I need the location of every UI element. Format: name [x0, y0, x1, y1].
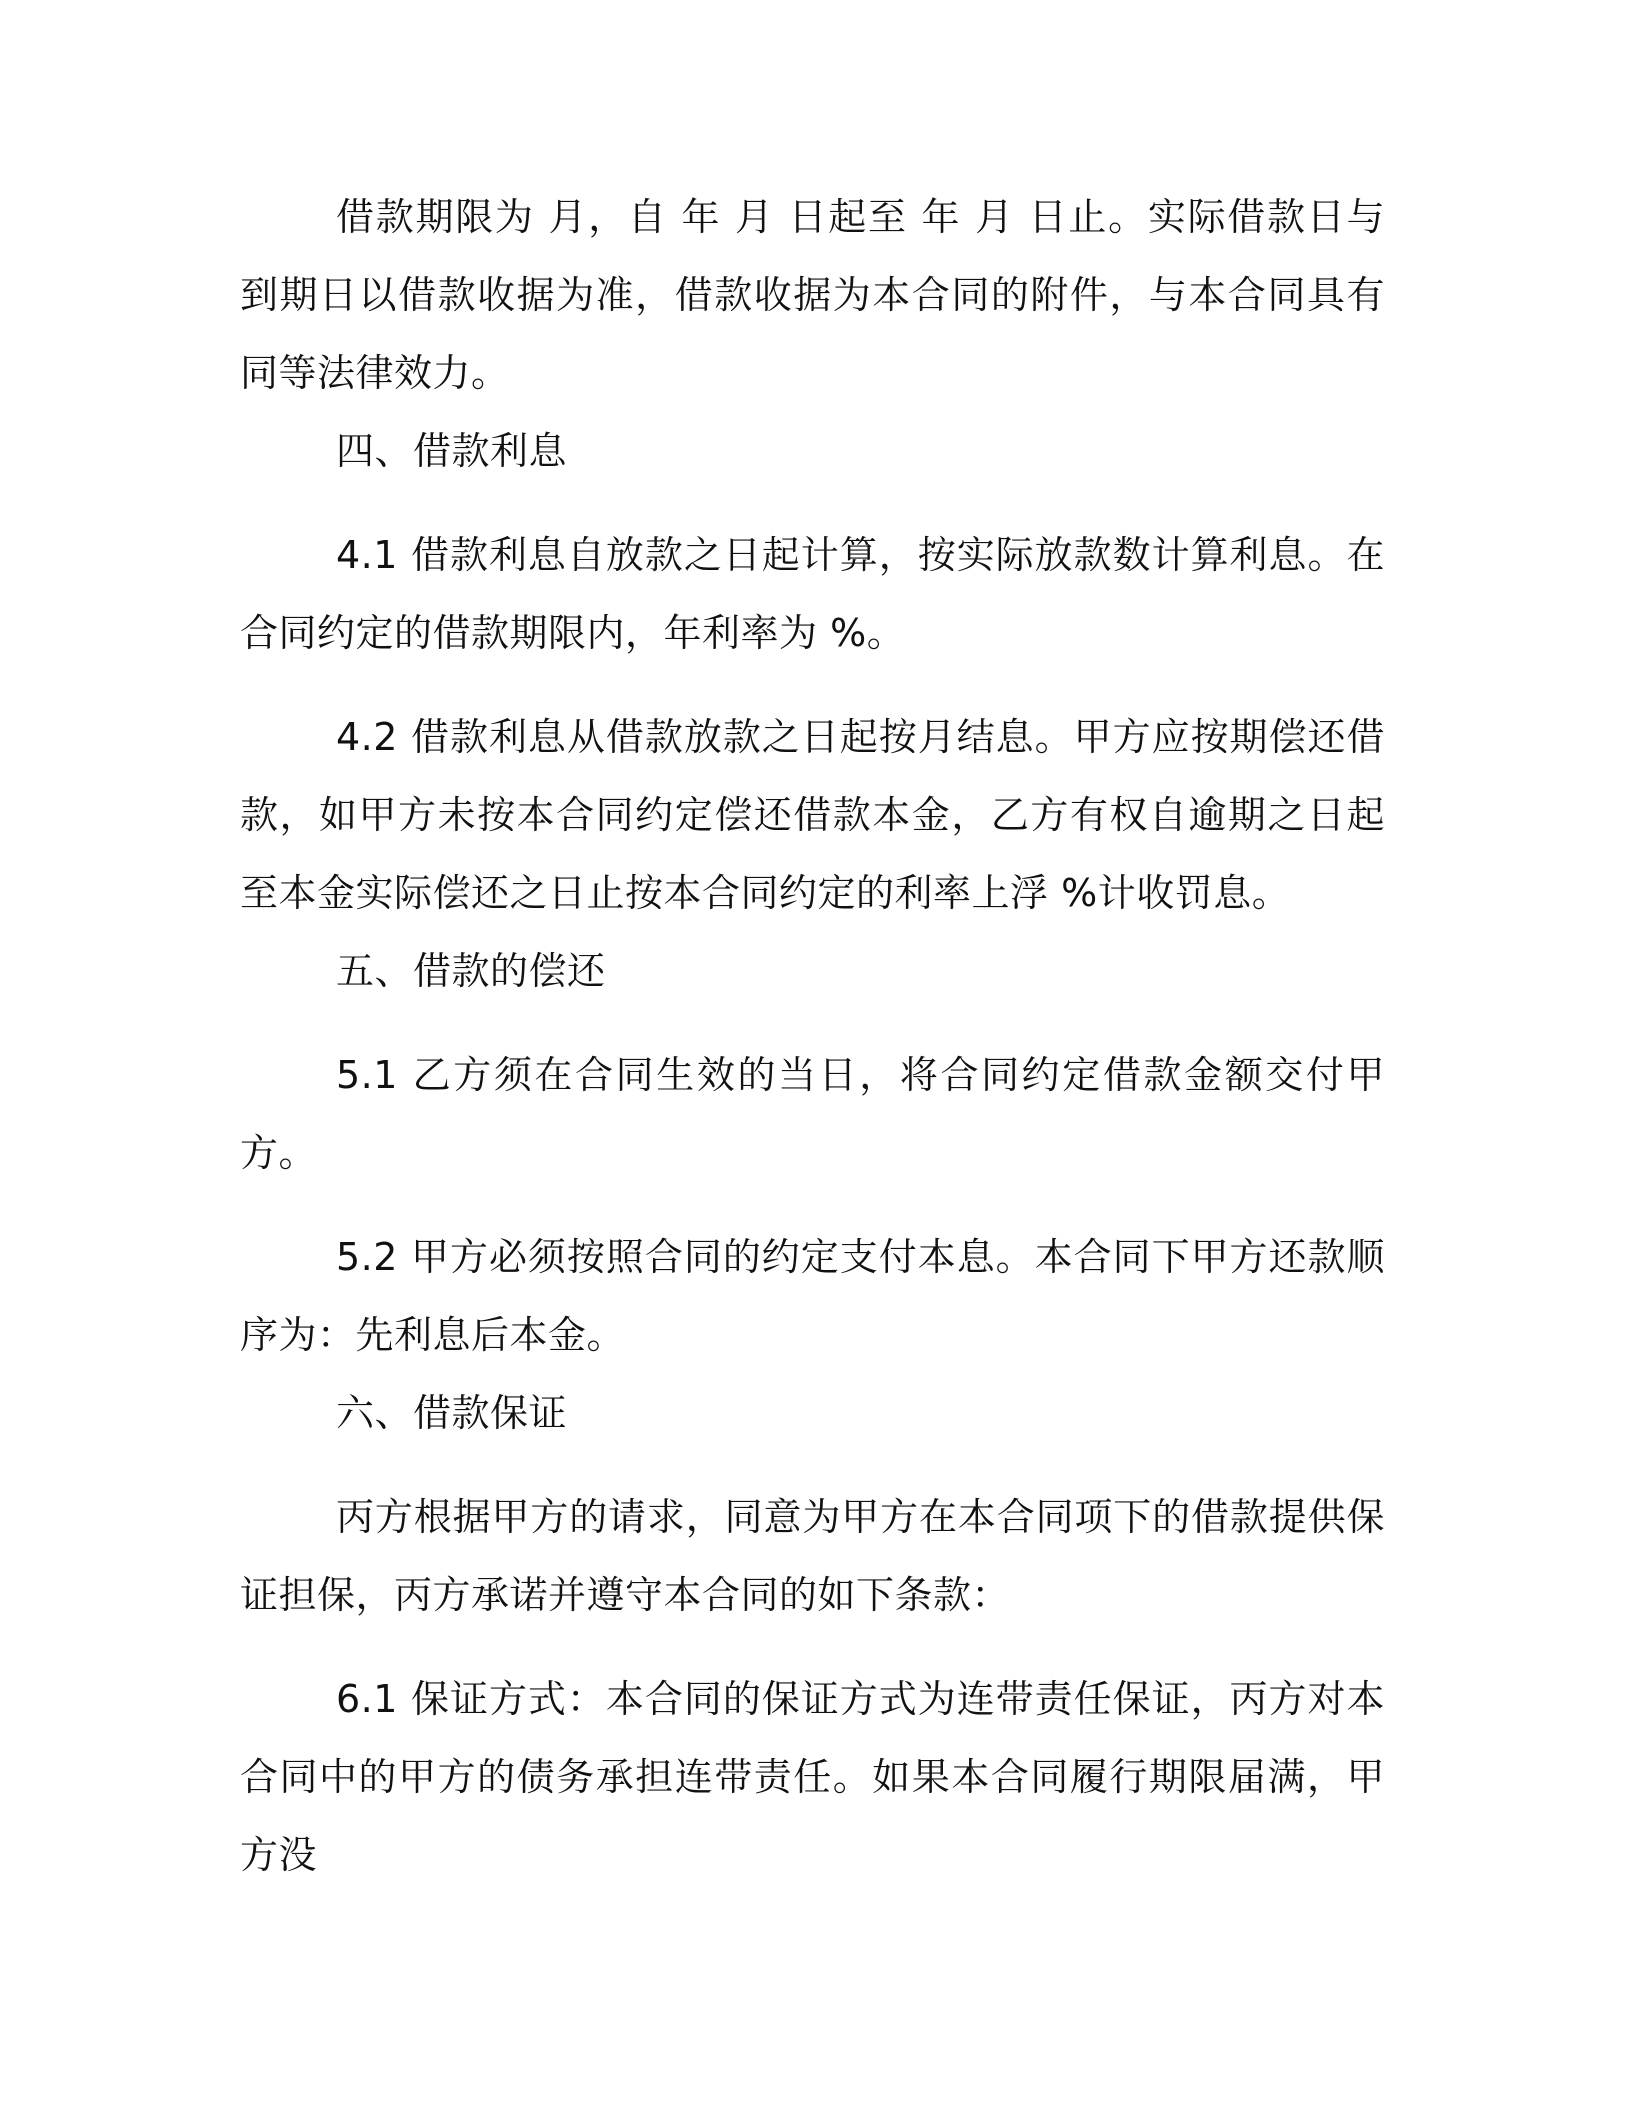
section-heading-repayment: 五、借款的偿还 — [336, 949, 606, 993]
clause-6-1: 6.1 保证方式：本合同的保证方式为连带责任保证，丙方对本合同中的甲方的债务承担连带责任。如果本合同履行期限届满，甲方没 — [240, 1677, 1385, 1877]
clause-5-1: 5.1 乙方须在合同生效的当日，将合同约定借款金额交付甲方。 — [240, 1053, 1385, 1175]
paragraph-loan-term: 借款期限为 月，自 年 月 日起至 年 月 日止。实际借款日与到期日以借款收据为准，借款收据为本合同的附件，与本合同具有同等法律效力。 — [240, 195, 1385, 395]
section-heading-guarantee: 六、借款保证 — [336, 1391, 568, 1435]
guarantee-intro: 丙方根据甲方的请求，同意为甲方在本合同项下的借款提供保证担保，丙方承诺并遵守本合同的如下条款： — [240, 1495, 1385, 1617]
clause-4-2: 4.2 借款利息从借款放款之日起按月结息。甲方应按期偿还借款，如甲方未按本合同约定偿还借款本金，乙方有权自逾期之日起至本金实际偿还之日止按本合同约定的利率上浮 %计收罚息。 — [240, 715, 1385, 915]
document-body — [240, 178, 1385, 1894]
clause-5-2: 5.2 甲方必须按照合同的约定支付本息。本合同下甲方还款顺序为：先利息后本金。 — [240, 1235, 1385, 1357]
section-heading-interest: 四、借款利息 — [336, 429, 568, 473]
clause-4-1: 4.1 借款利息自放款之日起计算，按实际放款数计算利息。在合同约定的借款期限内，年利率为 %。 — [240, 533, 1385, 655]
